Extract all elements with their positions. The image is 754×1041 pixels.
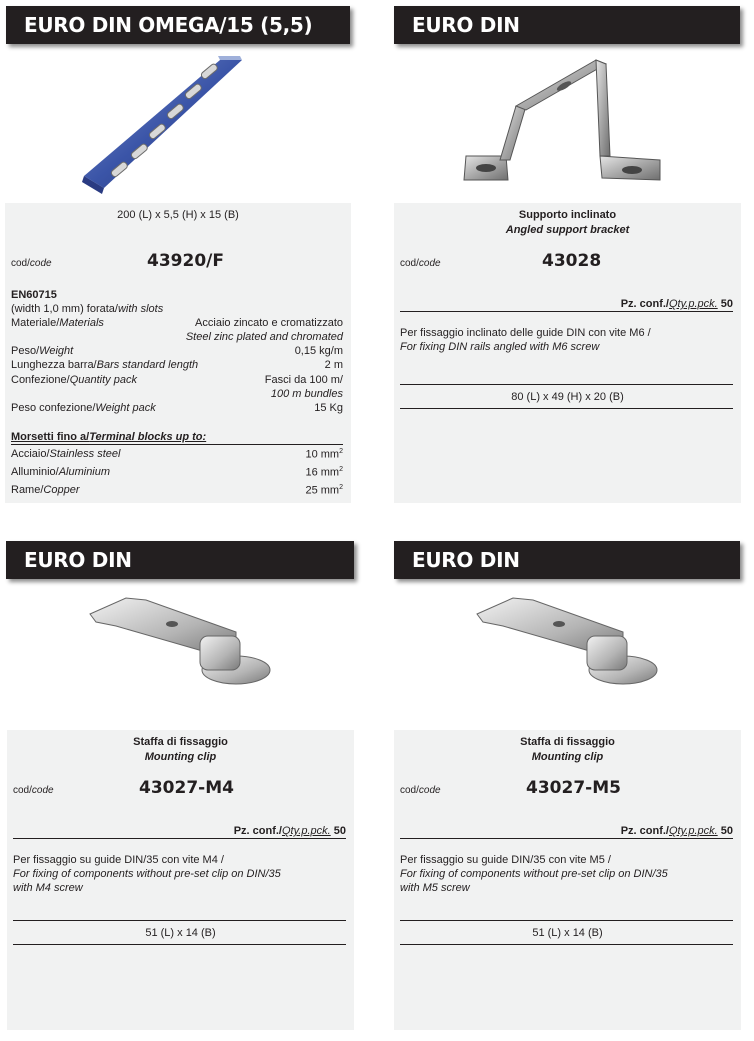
description-en: with M5 screw [400,882,470,894]
section-header-euro-din-2: EURO DIN [6,541,354,579]
dimensions: 200 (L) x 5,5 (H) x 15 (B) [117,209,239,221]
product-code: 43027-M5 [526,778,621,798]
product-title-en: Mounting clip [144,751,217,763]
description-en: with M4 screw [13,882,83,894]
panel-omega-rail [5,203,351,503]
code-label: cod/code [11,258,52,269]
spec-label: Peso confezione/Weight pack [11,402,156,414]
product-title: Staffa di fissaggio [133,736,228,748]
product-title-en: Angled support bracket [505,224,630,236]
terminal-value: 25 $mm^2$ [305,484,343,497]
spec-value: 15 Kg [314,402,343,414]
terminal-label: Rame/Copper [11,484,80,496]
divider [11,444,343,445]
section-header-euro-din-3: EURO DIN [394,541,740,579]
spec-value: 0,15 kg/m [294,345,343,357]
product-title: Staffa di fissaggio [520,736,615,748]
divider [400,920,733,921]
spec-value-en: Steel zinc plated and chromated [185,331,343,343]
spec-value: Acciaio zincato e cromatizzato [195,317,343,329]
divider [13,838,346,839]
product-title: Supporto inclinato [518,209,617,221]
spec-value-en: 100 m bundles [270,388,343,400]
divider [13,944,346,945]
code-label: cod/code [13,785,54,796]
product-title-en: Mounting clip [531,751,604,763]
qty-per-pack: Pz. conf./Qty.p.pck. 50 [620,298,733,310]
product-code: 43027-M4 [139,778,234,798]
panel-mounting-clip-m4 [7,730,354,1030]
spec-label: Materiale/Materials [11,317,104,329]
qty-per-pack: Pz. conf./Qty.p.pck. 50 [620,825,733,837]
product-code: 43920/F [147,251,224,271]
angled-bracket-image [460,56,666,186]
description: Per fissaggio inclinato delle guide DIN con vite M6 / [400,327,651,339]
spec-label: Peso/Weight [11,345,74,357]
section-header-omega: EURO DIN OMEGA/15 (5,5) [6,6,350,44]
terminal-label: Acciaio/Stainless steel [11,448,121,460]
divider [13,920,346,921]
terminal-value: 10 $mm^2$ [305,448,343,461]
dimensions: 51 (L) x 14 (B) [145,927,216,939]
terminal-blocks-title: Morsetti fino a/Terminal blocks up to: [11,431,207,443]
mounting-clip-m4-image [86,592,272,692]
code-label: cod/code [400,258,441,269]
description: Per fissaggio su guide DIN/35 con vite M5 / [400,854,611,866]
dimensions: 80 (L) x 49 (H) x 20 (B) [511,391,624,403]
dimensions: 51 (L) x 14 (B) [532,927,603,939]
slots-text: (width 1,0 mm) forata/with slots [11,303,164,315]
spec-label: Lunghezza barra/Bars standard length [11,359,199,371]
divider [400,838,733,839]
divider [400,311,733,312]
qty-per-pack: Pz. conf./Qty.p.pck. 50 [233,825,346,837]
panel-angled-bracket [394,203,741,503]
terminal-label: Alluminio/Aluminium [11,466,111,478]
code-label: cod/code [400,785,441,796]
description-en: For fixing of components without pre-set clip on DIN/35 [13,868,281,880]
divider [400,384,733,385]
spec-value: 2 m [324,359,343,371]
spec-value: Fasci da 100 m/ [264,374,343,386]
description-en: For fixing of components without pre-set clip on DIN/35 [400,868,668,880]
din-rail-image [80,56,250,196]
panel-mounting-clip-m5 [394,730,741,1030]
standard-label: EN60715 [11,289,57,301]
description: Per fissaggio su guide DIN/35 con vite M4 / [13,854,224,866]
section-header-euro-din-1: EURO DIN [394,6,740,44]
description-en: For fixing DIN rails angled with M6 screw [400,341,600,353]
mounting-clip-m5-image [473,592,659,692]
divider [400,408,733,409]
spec-label: Confezione/Quantity pack [11,374,137,386]
product-code: 43028 [542,251,602,271]
divider [400,944,733,945]
terminal-value: 16 $mm^2$ [305,466,343,479]
